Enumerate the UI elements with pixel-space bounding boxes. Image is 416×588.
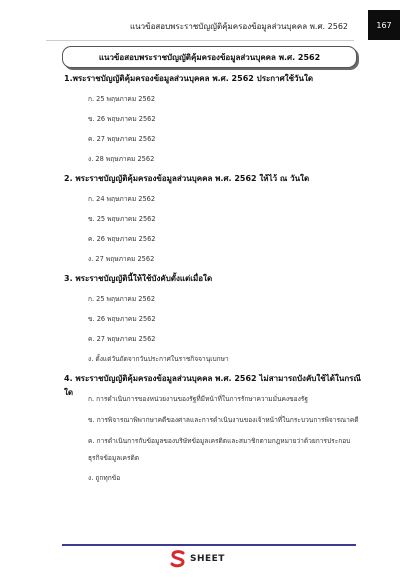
option: ค. 27 พฤษภาคม 2562 xyxy=(88,135,156,143)
option: ข. 26 พฤษภาคม 2562 xyxy=(88,115,156,123)
option: ง. 27 พฤษภาคม 2562 xyxy=(88,255,155,263)
option: ก. 25 พฤษภาคม 2562 xyxy=(88,95,156,103)
option: ข. 25 พฤษภาคม 2562 xyxy=(88,215,156,223)
footer-divider xyxy=(62,544,356,546)
option: ข. การพิจารณาพิพากษาคดีของศาลและการดำเนินงานของเจ้าหน้าที่ในกระบวนการพิจารณาคดี xyxy=(88,416,359,424)
option: ก. การดำเนินการของหน่วยงานของรัฐที่มีหน้าที่ในการรักษาความมั่นคงของรัฐ xyxy=(88,395,308,403)
sheet-logo-icon xyxy=(170,550,186,568)
question-1: 1.พระราชบัญญัติคุ้มครองข้อมูลส่วนบุคคล พ.ศ. 2562 ประกาศใช้วันใด xyxy=(64,74,314,83)
question-2: 2. พระราชบัญญัติคุ้มครองข้อมูลส่วนบุคคล พ.ศ. 2562 ให้ไว้ ณ วันใด xyxy=(64,174,310,183)
option: ง. ถูกทุกข้อ xyxy=(88,474,121,482)
option: ค. 27 พฤษภาคม 2562 xyxy=(88,335,156,343)
option: ง. 28 พฤษภาคม 2562 xyxy=(88,155,155,163)
question-list xyxy=(64,72,364,491)
option: ค. การดำเนินการกับข้อมูลของบริษัทข้อมูลเครดิตและสมาชิกตามกฎหมายว่าด้วยการประกอบธุรกิจข้อมูลเครดิต xyxy=(88,437,351,462)
option: ก. 24 พฤษภาคม 2562 xyxy=(88,195,156,203)
document-title: แนวข้อสอบพระราชบัญญัติคุ้มครองข้อมูลส่วนบุคคล พ.ศ. 2562 xyxy=(62,46,357,68)
running-header-text: แนวข้อสอบพระราชบัญญัติคุ้มครองข้อมูลส่วนบุคคล พ.ศ. 2562 xyxy=(130,22,348,31)
option: ค. 26 พฤษภาคม 2562 xyxy=(88,235,156,243)
option: ก. 25 พฤษภาคม 2562 xyxy=(88,295,156,303)
option: ข. 26 พฤษภาคม 2562 xyxy=(88,315,156,323)
page-number: 167 xyxy=(368,10,400,40)
running-header xyxy=(46,16,354,41)
footer-logo xyxy=(170,548,250,570)
question-4: 4. พระราชบัญญัติคุ้มครองข้อมูลส่วนบุคคล พ.ศ. 2562 ไม่สามารถบังคับใช้ได้ในกรณีใด xyxy=(64,374,361,397)
option: ง. ตั้งแต่วันถัดจากวันประกาศในราชกิจจานุเบกษา xyxy=(88,355,229,363)
logo-text: SHEET xyxy=(190,554,225,564)
question-3: 3. พระราชบัญญัตินี้ให้ใช้บังคับตั้งแต่เมื่อใด xyxy=(64,274,213,283)
